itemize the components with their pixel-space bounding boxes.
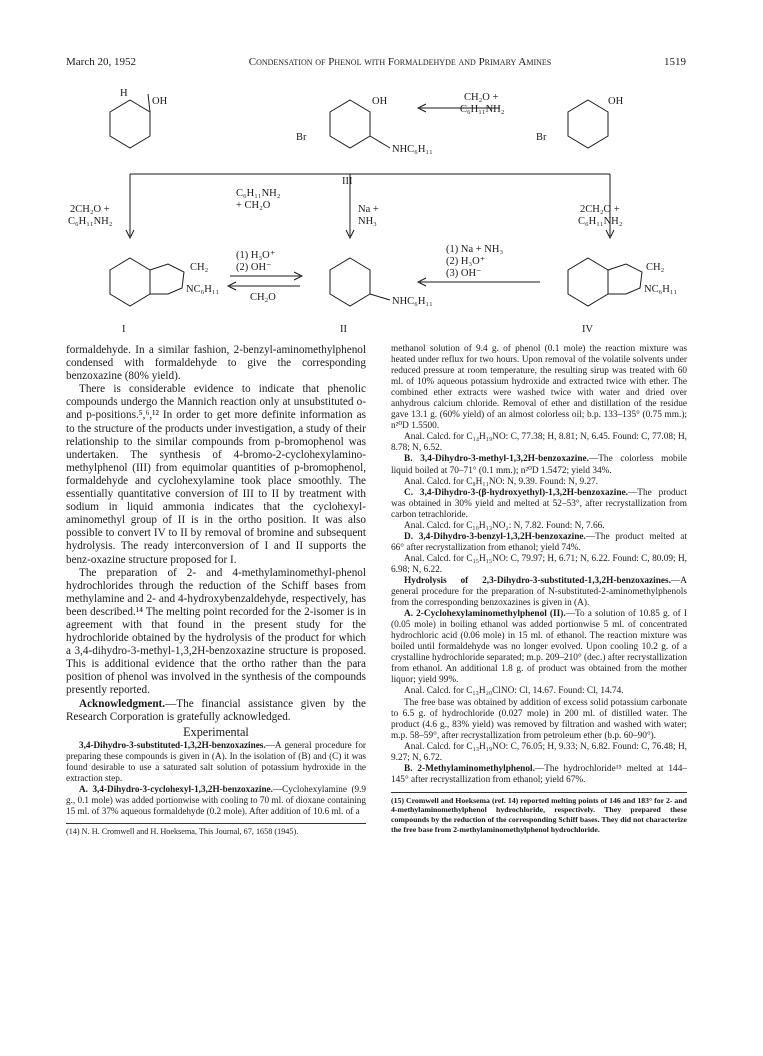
hydrolysis-section xyxy=(391,576,687,609)
top-reagent-1: CH₂O + xyxy=(464,92,499,103)
hydrolysis-1: (1) H₃O⁺ xyxy=(236,250,276,261)
experimental-heading: Experimental xyxy=(183,724,249,739)
right-steps-3: (3) OH⁻ xyxy=(446,268,482,279)
analysis-5: Anal. Calcd. for C₁₃H₂₀ClNO: Cl, 14.67. Found: Cl, 14.74. xyxy=(404,686,624,697)
scheme-br: Br xyxy=(296,132,307,143)
hydrolysis-a-text: —To a solution of 10.85 g. of I (0.05 mole) in boiling ethanol was added portionwise 5 ml. of concentrated hydrochloric acid (0.06 mole) in 15 ml. of ethanol. The reaction mixture was boiled until formaldehyde was no longer evolved. Upon cooling 10.2 g. of a crystalline hydrochloride separated; m.p. 209–210° (dec.) after recrystallization from ethanol. An additional 1.8 g. of product was obtained from the mother liquor; yield 99%. xyxy=(391,609,687,686)
analysis-6: Anal. Calcd. for C₁₃H₁₉NO: C, 76.05; H, 9.33; N, 6.82. Found: C, 76.48; H, 9.27; N, 6.72. xyxy=(391,741,687,763)
hydrolysis-b xyxy=(391,764,687,786)
exp-a-heading: A. 3,4-Dihydro-3-cyclohexyl-1,3,2H-benzoxazine. xyxy=(79,783,273,794)
section-b-heading: B. 3,4-Dihydro-3-methyl-1,3,2H-benzoxazine. xyxy=(404,454,589,465)
scheme-ch2: CH₂ xyxy=(190,262,209,273)
top-reagent-2: C₆H₁₁NH₂ xyxy=(460,104,505,115)
acknowledgment xyxy=(66,698,366,724)
hydrolysis-a-heading: A. 2-Cyclohexylaminomethylphenol (II). xyxy=(404,609,566,620)
scheme-br-2: Br xyxy=(536,132,547,143)
left-paragraph-1: formaldehyde. In a similar fashion, 2-benzyl-aminomethylphenol condensed with formaldehyde to give the corresponding benzoxazine (80% yield). xyxy=(66,344,366,383)
analysis-4: Anal. Calcd. for C₁₅H₁₅NO: C, 79.97; H, 6.71; N, 6.22. Found: C, 80.09; H, 6.98; N, 6.22. xyxy=(391,553,687,575)
section-b xyxy=(391,454,687,476)
analysis-2: Anal. Calcd. for C₉H₁₁NO: N, 9.39. Found: N, 9.27. xyxy=(404,476,599,487)
left-reagent-1: 2CH₂O + xyxy=(70,204,110,215)
exp-general-heading: 3,4-Dihydro-3-substituted-1,3,2H-benzoxazines. xyxy=(79,739,266,750)
section-d xyxy=(391,532,687,554)
scheme-nhc6h11: NHC₆H₁₁ xyxy=(392,144,433,155)
footnote-14: (14) N. H. Cromwell and H. Hoeksema, This Journal, 67, 1658 (1945). xyxy=(66,823,366,837)
hydrolysis-b-heading: B. 2-Methylaminomethylphenol. xyxy=(404,763,535,774)
section-c xyxy=(391,488,687,521)
left-column xyxy=(66,344,366,837)
ring-bonds xyxy=(110,94,642,306)
label-iv: IV xyxy=(582,324,594,335)
scheme-oh-2: OH xyxy=(372,96,388,107)
label-iii: III xyxy=(342,176,353,187)
hydrolysis-text: —A general procedure for the preparation of N-substituted-2-aminomethylphenols from the corresponding benzoxazines is given in (A). xyxy=(391,575,687,609)
right-steps-2: (2) H₃O⁺ xyxy=(446,256,486,267)
hydrolysis-2: (2) OH⁻ xyxy=(236,262,272,273)
section-c-text: —The product was obtained in 30% yield and melted at 52–53°, after recrystallization from carbon tetrachloride. xyxy=(391,487,687,520)
running-header xyxy=(66,56,686,68)
right-steps-1: (1) Na + NH₃ xyxy=(446,244,504,255)
label-i: I xyxy=(122,324,126,335)
scheme-oh-3: OH xyxy=(608,96,624,107)
exp-a-text: —Cyclohexylamine (9.9 g., 0.1 mole) was added portionwise with cooling to 70 ml. of dioxane containing 15 ml. of 37% aqueous formaldehyde (0.2 mole). After addition of 10.6 ml. of a xyxy=(66,783,366,816)
scheme-nc6h11-2: NC₆H₁₁ xyxy=(644,284,678,295)
reaction-scheme xyxy=(60,78,700,340)
exp-general xyxy=(66,740,366,784)
scheme-nhc6h11-2: NHC₆H₁₁ xyxy=(392,296,433,307)
middle-reagent-2: + CH₂O xyxy=(236,200,271,211)
ack-text: —The financial assistance given by the Research Corporation is gratefully acknowledged. xyxy=(66,697,366,723)
right-reagent-2: C₆H₁₁NH₂ xyxy=(578,216,623,227)
analysis-3: Anal. Calcd. for C₁₀H₁₃NO₂: N, 7.82. Found: N, 7.66. xyxy=(404,520,605,531)
hydrolysis-heading: Hydrolysis of 2,3-Dihydro-3-substituted-1,3,2H-benzoxazines. xyxy=(404,575,671,586)
scheme-h: H xyxy=(120,88,128,99)
sodium-reagent-1: Na + xyxy=(358,204,379,215)
scheme-labels xyxy=(68,88,677,335)
sodium-reagent-2: NH₃ xyxy=(358,216,377,227)
section-b-text: —The colorless mobile liquid boiled at 70–71° (0.1 mm.); n²⁰D 1.5472; yield 34%. xyxy=(391,454,687,476)
ack-heading: Acknowledgment. xyxy=(79,697,166,710)
exp-general-text: —A general procedure for preparing these compounds is given in (A). In the isolation of (B) and (C) it was found desirable to use a saturated salt solution of potassium hydroxide in the extraction step. xyxy=(66,739,366,783)
right-reagent-1: 2CH₂O + xyxy=(580,204,620,215)
analysis-1: Anal. Calcd. for C₁₄H₁₉NO: C, 77.38; H, 8.81; N, 6.45. Found: C, 77.08; H, 8.78; N, 6.52. xyxy=(391,432,687,454)
left-reagent-2: C₆H₁₁NH₂ xyxy=(68,216,113,227)
page-number: 1519 xyxy=(664,56,686,68)
label-ii: II xyxy=(340,324,347,335)
footnote-15: (15) Cromwell and Hoeksema (ref. 14) reported melting points of 146 and 183° for 2- and 4-methylaminomethylphenol hydrochloride, respectively. They prepared these compounds by the reduction of the corresponding Schiff bases. They did not characterize the free base from 2-methylaminomethylphenol hydrochloride. xyxy=(391,792,687,834)
scheme-nc6h11: NC₆H₁₁ xyxy=(186,284,220,295)
section-d-heading: D. 3,4-Dihydro-3-benzyl-1,3,2H-benzoxazine. xyxy=(404,531,586,542)
left-paragraph-2: There is considerable evidence to indicate that phenolic compounds undergo the Mannich reaction only at unsubstituted o- and p-positions.⁵,⁶,¹² In order to get more definite information as to the structure of the products under investigation, a study of their relationship to the similar compounds from p-bromophenol was undertaken. The synthesis of 4-bromo-2-cyclohexylamino-methylphenol (III) from equimolar quantities of p-bromophenol, formaldehyde and cyclohexylamine took place smoothly. The essentially quantitative conversion of III to II by treatment with sodium in liquid ammonia indicates that the cyclohexyl-aminomethyl group of II is in the ortho position. It was also possible to convert IV to II by removal of bromine and subsequent hydrolysis. The ready interconversion of I and II supports the benz-oxazine structure proposed for I. xyxy=(66,383,366,566)
hydrolysis-b-text: —The hydrochloride¹⁵ melted at 144–145° after recrystallization from ethanol; yield 67%. xyxy=(391,763,687,785)
scheme-oh: OH xyxy=(152,96,168,107)
header-title: Condensation of Phenol with Formaldehyde and Primary Amines xyxy=(248,56,552,68)
right-column xyxy=(391,344,687,834)
header-date: March 20, 1952 xyxy=(66,56,136,68)
middle-reagent-1: C₆H₁₁NH₂ xyxy=(236,188,281,199)
section-d-text: —The product melted at 66° after recrystallization from ethanol; yield 74%. xyxy=(391,531,687,553)
hydrolysis-a xyxy=(391,609,687,686)
scheme-ch2-2: CH₂ xyxy=(646,262,665,273)
experimental-text xyxy=(66,740,366,817)
ch2o-label: CH₂O xyxy=(250,292,276,303)
right-paragraph-1: methanol solution of 9.4 g. of phenol (0.1 mole) the reaction mixture was heated under reflux for two hours. Upon removal of the volatile solvents under reduced pressure at room temperature, the resulting sirup was treated with 60 ml. of 10% aqueous potassium hydroxide and extracted twice with ether. The combined ether extracts were washed twice with water and dried over anhydrous calcium chloride. Removal of ether and distillation of the residue gave 13.1 g. (60% yield) of an almost colorless oil; b.p. 133–135° (0.75 mm.); n²⁰D 1.5500. xyxy=(391,344,687,432)
exp-a xyxy=(66,784,366,817)
left-paragraph-3: The preparation of 2- and 4-methylaminomethyl-phenol hydrochlorides through the reduction of the Schiff bases from methylamine and 2- and 4-hydroxybenzaldehyde, respectively, has been described.¹⁴ The melting point recorded for the 2-isomer is in agreement with that found in the present study for the hydrochloride obtained by the hydrolysis of the product for which a 3,4-dihydro-3-methyl-1,3,2H-benzoxazine structure is proposed. This is additional evidence that the ortho rather than the para position of phenol was involved in the synthesis of the compounds presently reported. xyxy=(66,566,366,697)
section-c-heading: C. 3,4-Dihydro-3-(β-hydroxyethyl)-1,3,2H-benzoxazine. xyxy=(404,487,628,498)
free-base: The free base was obtained by addition of excess solid potassium carbonate to 6.5 g. of hydrochloride (0.027 mole) in 200 ml. of distilled water. The product (4.6 g., 83% yield) was removed by filtration and washed with water; m.p. 58–59°, after recrystallization from petroleum ether (b.p. 60–90°). xyxy=(391,697,687,741)
